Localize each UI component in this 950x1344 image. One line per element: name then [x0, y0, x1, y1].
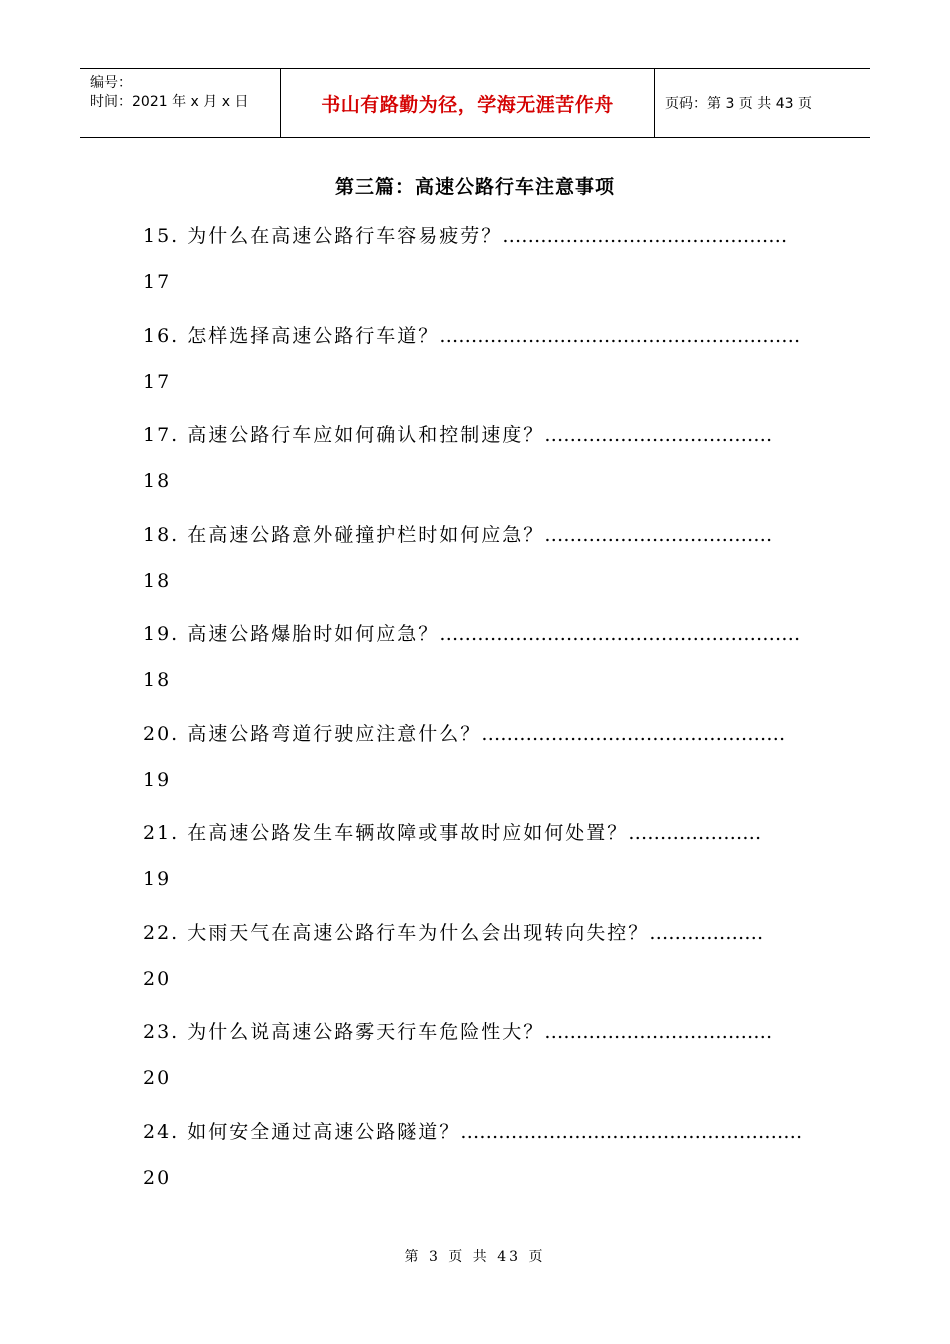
toc-entry-number: 22. [143, 921, 180, 944]
toc-entry [143, 221, 803, 248]
number-label: 编号： [90, 75, 132, 91]
toc-entry-leader: ………………… [628, 822, 762, 844]
toc-entry [143, 520, 803, 547]
toc-entry-number: 23. [143, 1021, 180, 1043]
toc-entry-number: 17. [143, 424, 180, 446]
toc-entry-page-number: 18 [143, 470, 172, 492]
toc-entry [143, 719, 803, 746]
page-footer: 第 3 页 共 43 页 [404, 1249, 546, 1265]
toc-entry [143, 1017, 803, 1044]
toc-entry-title: 如何安全通过高速公路隧道？ [187, 1120, 461, 1143]
toc-entry [143, 321, 803, 348]
toc-entry-title: 大雨天气在高速公路行车为什么会出现转向失控？ [187, 921, 650, 944]
toc-entry-leader: ………………………………………………… [439, 324, 801, 347]
toc-entry-number: 15. [143, 225, 180, 247]
toc-entry-number: 20. [143, 722, 180, 745]
toc-entry-number: 24. [143, 1120, 180, 1143]
toc-entry-page-number: 20 [143, 1067, 172, 1089]
toc-entry-title: 在高速公路发生车辆故障或事故时应如何处置？ [187, 822, 629, 844]
toc-entry-title: 高速公路爆胎时如何应急？ [187, 623, 440, 645]
time-label: 时间：2021 年 x 月 x 日 [90, 94, 249, 110]
toc-entry-page-number: 20 [143, 1166, 172, 1189]
toc-entry-number: 18. [143, 523, 180, 546]
toc-entry [143, 918, 803, 945]
toc-entry-leader: ……………………………… [544, 1021, 773, 1043]
toc-entry-title: 为什么说高速公路雾天行车危险性大？ [187, 1021, 545, 1043]
toc-entry-page-number: 20 [143, 967, 172, 990]
toc-entry-page-number: 17 [143, 271, 172, 293]
toc-entry-title: 在高速公路意外碰撞护栏时如何应急？ [187, 523, 545, 546]
toc-entry-leader: ……………………………… [544, 523, 773, 546]
toc-entry [143, 619, 803, 646]
header-page-info-cell [655, 69, 870, 137]
toc-entry-leader: ………………………………………………… [439, 623, 801, 645]
toc-entry-title: 怎样选择高速公路行车道？ [187, 324, 440, 347]
toc-entry-number: 21. [143, 822, 180, 844]
toc-entry-leader: ……………… [649, 921, 764, 944]
toc-entry-title: 高速公路行车应如何确认和控制速度？ [187, 424, 545, 446]
toc-entry-title: 高速公路弯道行驶应注意什么？ [187, 722, 482, 745]
toc-entry-number: 16. [143, 324, 180, 347]
toc-entry-page-number: 18 [143, 569, 172, 592]
toc-entry-leader: ……………………………………………… [460, 1120, 803, 1143]
toc-entry [143, 1117, 803, 1144]
toc-entry-page-number: 18 [143, 669, 172, 691]
header-motto-cell [281, 69, 655, 137]
page-info: 页码：第 3 页 共 43 页 [665, 96, 812, 112]
toc-entry-leader: ………………………………………… [481, 722, 786, 745]
toc-entry-page-number: 17 [143, 370, 172, 393]
toc-entry [143, 818, 803, 845]
page-header [80, 68, 870, 138]
toc-entry-page-number: 19 [143, 868, 172, 890]
header-meta [80, 69, 281, 137]
toc-entry-title: 为什么在高速公路行车容易疲劳？ [187, 225, 503, 247]
toc-entry-page-number: 19 [143, 768, 172, 791]
motto: 书山有路勤为径，学海无涯苦作舟 [321, 93, 614, 116]
toc-entry-leader: ……………………………………… [502, 225, 788, 247]
toc-entry-number: 19. [143, 623, 180, 645]
toc-entry-leader: ……………………………… [544, 424, 773, 446]
section-title: 第三篇：高速公路行车注意事项 [334, 176, 615, 198]
toc-entry [143, 420, 803, 447]
